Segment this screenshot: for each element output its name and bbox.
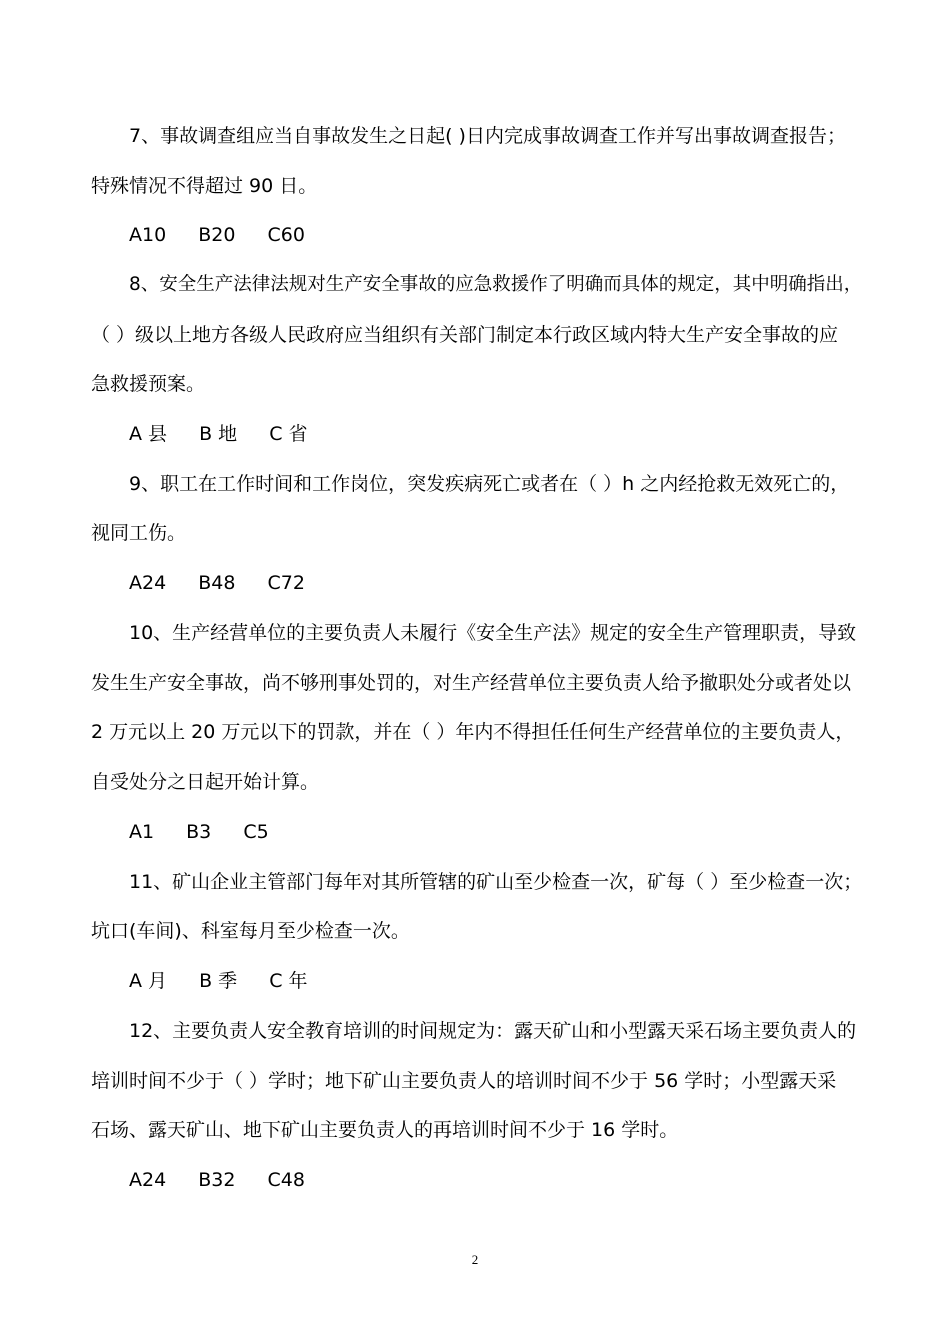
question-8-line-2: （ ）级以上地方各级人民政府应当组织有关部门制定本行政区域内特大生产安全事故的应	[91, 324, 839, 346]
option-a: A 县	[129, 423, 168, 445]
option-c: C5	[243, 821, 269, 843]
question-11-line-2: 坑口(车间)、科室每月至少检查一次。	[91, 920, 410, 942]
question-7-line-1: 7、事故调查组应当自事故发生之日起( )日内完成事故调查工作并写出事故调查报告；	[129, 125, 846, 147]
option-c: C48	[267, 1169, 305, 1191]
question-10-line-3: 2 万元以上 20 万元以下的罚款，并在（ ）年内不得担任任何生产经营单位的主要负责人，	[91, 721, 855, 743]
page-number: 2	[471, 1252, 479, 1267]
option-a: A10	[129, 224, 167, 246]
option-b: B20	[198, 224, 236, 246]
question-11-line-1: 11、矿山企业主管部门每年对其所管辖的矿山至少检查一次，矿每（ ）至少检查一次；	[129, 871, 863, 893]
question-9-options	[129, 571, 331, 595]
option-a: A1	[129, 821, 155, 843]
option-b: B48	[198, 572, 236, 594]
question-10-line-2: 发生生产安全事故，尚不够刑事处罚的，对生产经营单位主要负责人给予撤职处分或者处以	[91, 672, 852, 694]
option-c: C 省	[269, 423, 308, 445]
option-b: B3	[186, 821, 212, 843]
question-8-line-3: 急救援预案。	[91, 373, 206, 395]
option-b: B 季	[199, 970, 238, 992]
question-10-line-4: 自受处分之日起开始计算。	[91, 771, 320, 793]
question-7-line-2: 特殊情况不得超过 90 日。	[91, 175, 318, 197]
question-12-options	[129, 1168, 331, 1192]
option-b: B32	[198, 1169, 236, 1191]
option-c: C 年	[269, 970, 308, 992]
option-a: A24	[129, 1169, 167, 1191]
option-c: C60	[267, 224, 305, 246]
option-a: A 月	[129, 970, 168, 992]
question-11-options	[129, 969, 334, 993]
question-7-options	[129, 223, 331, 247]
question-9-line-2: 视同工伤。	[91, 522, 187, 544]
question-12-line-3: 石场、露天矿山、地下矿山主要负责人的再培训时间不少于 16 学时。	[91, 1119, 679, 1141]
question-9-line-1: 9、职工在工作时间和工作岗位，突发疾病死亡或者在（ ）h 之内经抢救无效死亡的，	[129, 473, 850, 495]
question-10-options	[129, 820, 295, 844]
option-a: A24	[129, 572, 167, 594]
question-8-line-1: 8、安全生产法律法规对生产安全事故的应急救援作了明确而具体的规定，其中明确指出，	[129, 274, 863, 295]
question-12-line-1: 12、主要负责人安全教育培训的时间规定为：露天矿山和小型露天采石场主要负责人的	[129, 1020, 857, 1042]
option-b: B 地	[199, 423, 238, 445]
question-10-line-1: 10、生产经营单位的主要负责人未履行《安全生产法》规定的安全生产管理职责，导致	[129, 622, 857, 644]
option-c: C72	[267, 572, 305, 594]
question-12-line-2: 培训时间不少于（ ）学时；地下矿山主要负责人的培训时间不少于 56 学时；小型露天采	[91, 1070, 837, 1092]
question-8-options	[129, 422, 334, 446]
